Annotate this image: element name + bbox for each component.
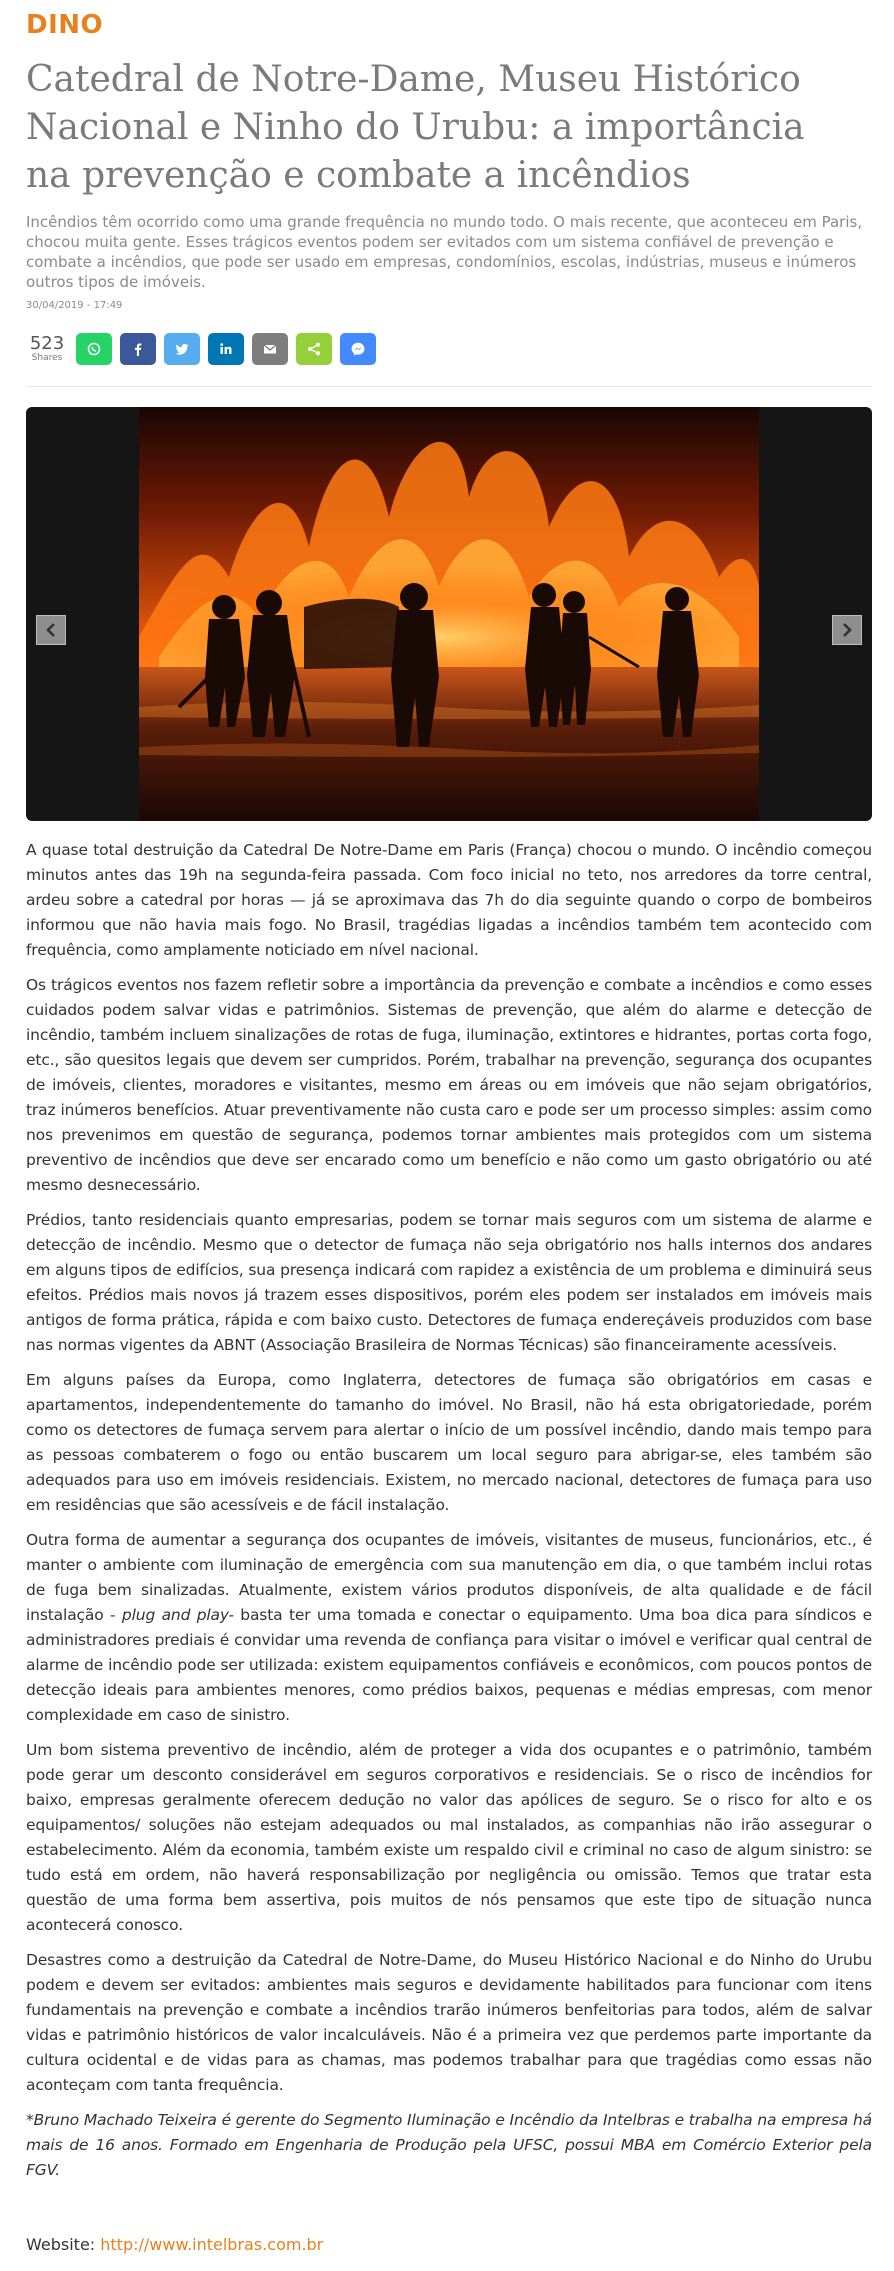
share-count-number: 523 xyxy=(29,333,65,354)
paragraph: Desastres como a destruição da Catedral de Notre-Dame, do Museu Histórico Nacional e do Ninho do Urubu podem e devem ser evitados: ambientes mais seguros e devidamente habilitados para funcionar com itens fundamentais na prevenção e combate a incêndios trarão inúmeros benfeitorias para todos, além de salvar vidas e patrimônio históricos de valor incalculáveis. Não é a primeira vez que perdemos parte importante da cultura ocidental e de vidas para as chamas, mas podemos trabalhar para que tragédias como essas não aconteçam com tanta frequência. xyxy=(26,1951,872,2094)
paragraph: Um bom sistema preventivo de incêndio, além de proteger a vida dos ocupantes e o patrimônio, também pode gerar um desconto considerável em seguros corporativos e residenciais. Se o risco de incêndios for baixo, empresas geralmente oferecem dedução no valor das apólices de seguro. Se o risco for alto e os equipamentos/ soluções não estejam adequados ou mal instalados, as companhias não irão assegurar o estabelecimento. Além da economia, também existe um respaldo civil e criminal no caso de algum sinistro: se tudo está em ordem, não haverá responsabilização por negligência ou omissão. Temos que tratar esta questão de uma forma bem assertiva, pois muitos de nós pensamos que este tipo de situação nunca acontecerá conosco. xyxy=(26,1741,872,1934)
author-note: *Bruno Machado Teixeira é gerente do Segmento Iluminação e Incêndio da Intelbras e trabalha na empresa há mais de 16 anos. Formado em Engenharia de Produção pela UFSC, possui MBA em Comércio Exterior pela FGV. xyxy=(26,2111,872,2179)
paragraph-text: basta ter uma tomada e conectar o equipamento. Uma boa dica para síndicos e administradores prediais é convidar uma revenda de confiança para visitar o imóvel e verificar qual central de alarme de incêndio pode ser utilizada: existem equipamentos confiáveis e econômicos, com poucos pontos de detecção ideais para ambientes menores, como prédios baixos, pequenas e médias empresas, com menor complexidade em caso de sinistro. xyxy=(26,1606,872,1724)
article-title: Catedral de Notre-Dame, Museu Histórico Nacional e Ninho do Urubu: a importância na prevenção e combate a incêndios xyxy=(26,59,805,196)
chevron-right-icon xyxy=(840,622,854,638)
paragraph: Outra forma de aumentar a segurança dos ocupantes de imóveis, visitantes de museus, funcionários, etc., é manter o ambiente com iluminação de emergência com sua manutenção em dia, o que também inclui rotas de fuga bem sinalizadas. Atualmente, existem vários produtos disponíveis, de alta qualidade e de fácil instalação - plug and play- basta ter uma tomada e conectar o equipamento. Uma boa dica para síndicos e administradores prediais é convidar uma revenda de confiança para visitar o imóvel e verificar qual central de alarme de incêndio pode ser utilizada: existem equipamentos confiáveis e econômicos, com poucos pontos de detecção ideais para ambientes menores, como prédios baixos, pequenas e médias empresas, com menor complexidade em caso de sinistro. xyxy=(26,1531,872,1724)
carousel-prev-button[interactable] xyxy=(36,615,66,645)
website-line xyxy=(26,2235,323,2254)
article-lede: Incêndios têm ocorrido como uma grande frequência no mundo todo. O mais recente, que aconteceu em Paris, chocou muita gente. Esses trágicos eventos podem ser evitados com um sistema confiável de prevenção e combate a incêndios, que pode ser usado em empresas, condomínios, escolas, indústrias, museus e inúmeros outros tipos de imóveis. xyxy=(26,213,863,291)
paragraph-text: Outra forma de aumentar a segurança dos ocupantes de imóveis, visitantes de museus, funcionários, etc., é manter o ambiente com iluminação de emergência com sua manutenção em dia, o que também inclui rotas de fuga bem sinalizadas. Atualmente, existem vários produtos disponíveis, de alta qualidade e de fácil instalação xyxy=(26,1531,872,1624)
firefighters-fire-photo xyxy=(139,407,759,821)
messenger-share-button[interactable] xyxy=(340,333,376,365)
sharethis-share-button[interactable] xyxy=(296,333,332,365)
share-icon xyxy=(306,341,322,357)
messenger-icon xyxy=(350,341,366,357)
image-carousel xyxy=(26,407,872,821)
facebook-share-button[interactable] xyxy=(120,333,156,365)
article-body xyxy=(26,838,872,2193)
paragraph: A quase total destruição da Catedral De Notre-Dame em Paris (França) chocou o mundo. O incêndio começou minutos antes das 19h na segunda-feira passada. Com foco inicial no teto, nos arredores da torre central, ardeu sobre a catedral por horas — já se aproximava das 7h do dia seguinte quando o corpo de bombeiros informou que não havia mais fogo. No Brasil, tragédias ligadas a incêndios também tem acontecido com frequência, como amplamente noticiado em nível nacional. xyxy=(26,841,872,959)
email-icon xyxy=(262,341,278,357)
website-link[interactable]: http://www.intelbras.com.br xyxy=(100,2235,324,2254)
facebook-icon xyxy=(130,341,146,357)
linkedin-icon xyxy=(218,341,234,357)
twitter-share-button[interactable] xyxy=(164,333,200,365)
twitter-icon xyxy=(174,341,190,357)
email-share-button[interactable] xyxy=(252,333,288,365)
chevron-left-icon xyxy=(44,622,58,638)
paragraph-emphasis: plug and play- xyxy=(121,1606,234,1624)
divider xyxy=(26,386,872,387)
paragraph: Prédios, tanto residenciais quanto empresarias, podem se tornar mais seguros com um sistema de alarme e detecção de incêndio. Mesmo que o detector de fumaça não seja obrigatório nos halls internos dos andares em alguns tipos de edifícios, sua presença indicará com rapidez a existência de um problema e diminuirá seus efeitos. Prédios mais novos já trazem esses dispositivos, porém eles podem ser instalados em imóveis mais antigos de forma prática, rápida e com baixo custo. Detectores de fumaça endereçáveis produzidos com base nas normas vigentes da ABNT (Associação Brasileira de Normas Técnicas) são financeiramente acessíveis. xyxy=(26,1211,872,1354)
whatsapp-share-button[interactable] xyxy=(76,333,112,365)
publish-date: 30/04/2019 - 17:49 xyxy=(26,300,123,311)
share-count-label: Shares xyxy=(31,353,63,363)
brand-logo[interactable]: DINO xyxy=(26,10,104,40)
carousel-next-button[interactable] xyxy=(832,615,862,645)
share-bar xyxy=(26,332,384,366)
whatsapp-icon xyxy=(86,341,102,357)
share-count xyxy=(26,335,68,363)
linkedin-share-button[interactable] xyxy=(208,333,244,365)
website-label: Website: xyxy=(26,2235,96,2254)
paragraph: Em alguns países da Europa, como Inglaterra, detectores de fumaça são obrigatórios em casas e apartamentos, independentemente do tamanho do imóvel. No Brasil, não há esta obrigatoriedade, porém como os detectores de fumaça servem para alertar o início de um possível incêndio, dando mais tempo para as pessoas combaterem o fogo ou então buscarem um local seguro para abrigar-se, eles também são adequados para uso em imóveis residenciais. Existem, no mercado nacional, detectores de fumaça para uso em residências que são acessíveis e de fácil instalação. xyxy=(26,1371,872,1514)
paragraph: Os trágicos eventos nos fazem refletir sobre a importância da prevenção e combate a incêndios e como esses cuidados podem salvar vidas e patrimônios. Sistemas de prevenção, que além do alarme e detecção de incêndio, também incluem sinalizações de rotas de fuga, iluminação, extintores e hidrantes, portas corta fogo, etc., são quesitos legais que devem ser cumpridos. Porém, trabalhar na prevenção, segurança dos ocupantes de imóveis, clientes, moradores e visitantes, mesmo em áreas ou em imóveis que não sejam obrigatórios, traz inúmeros benefícios. Atuar preventivamente não custa caro e pode ser um processo simples: assim como nos prevenimos em questão de segurança, podemos tornar ambientes mais protegidos com um sistema preventivo de incêndios que deve ser encarado como um benefício e não como um gasto obrigatório ou até mesmo desnecessário. xyxy=(26,976,872,1194)
